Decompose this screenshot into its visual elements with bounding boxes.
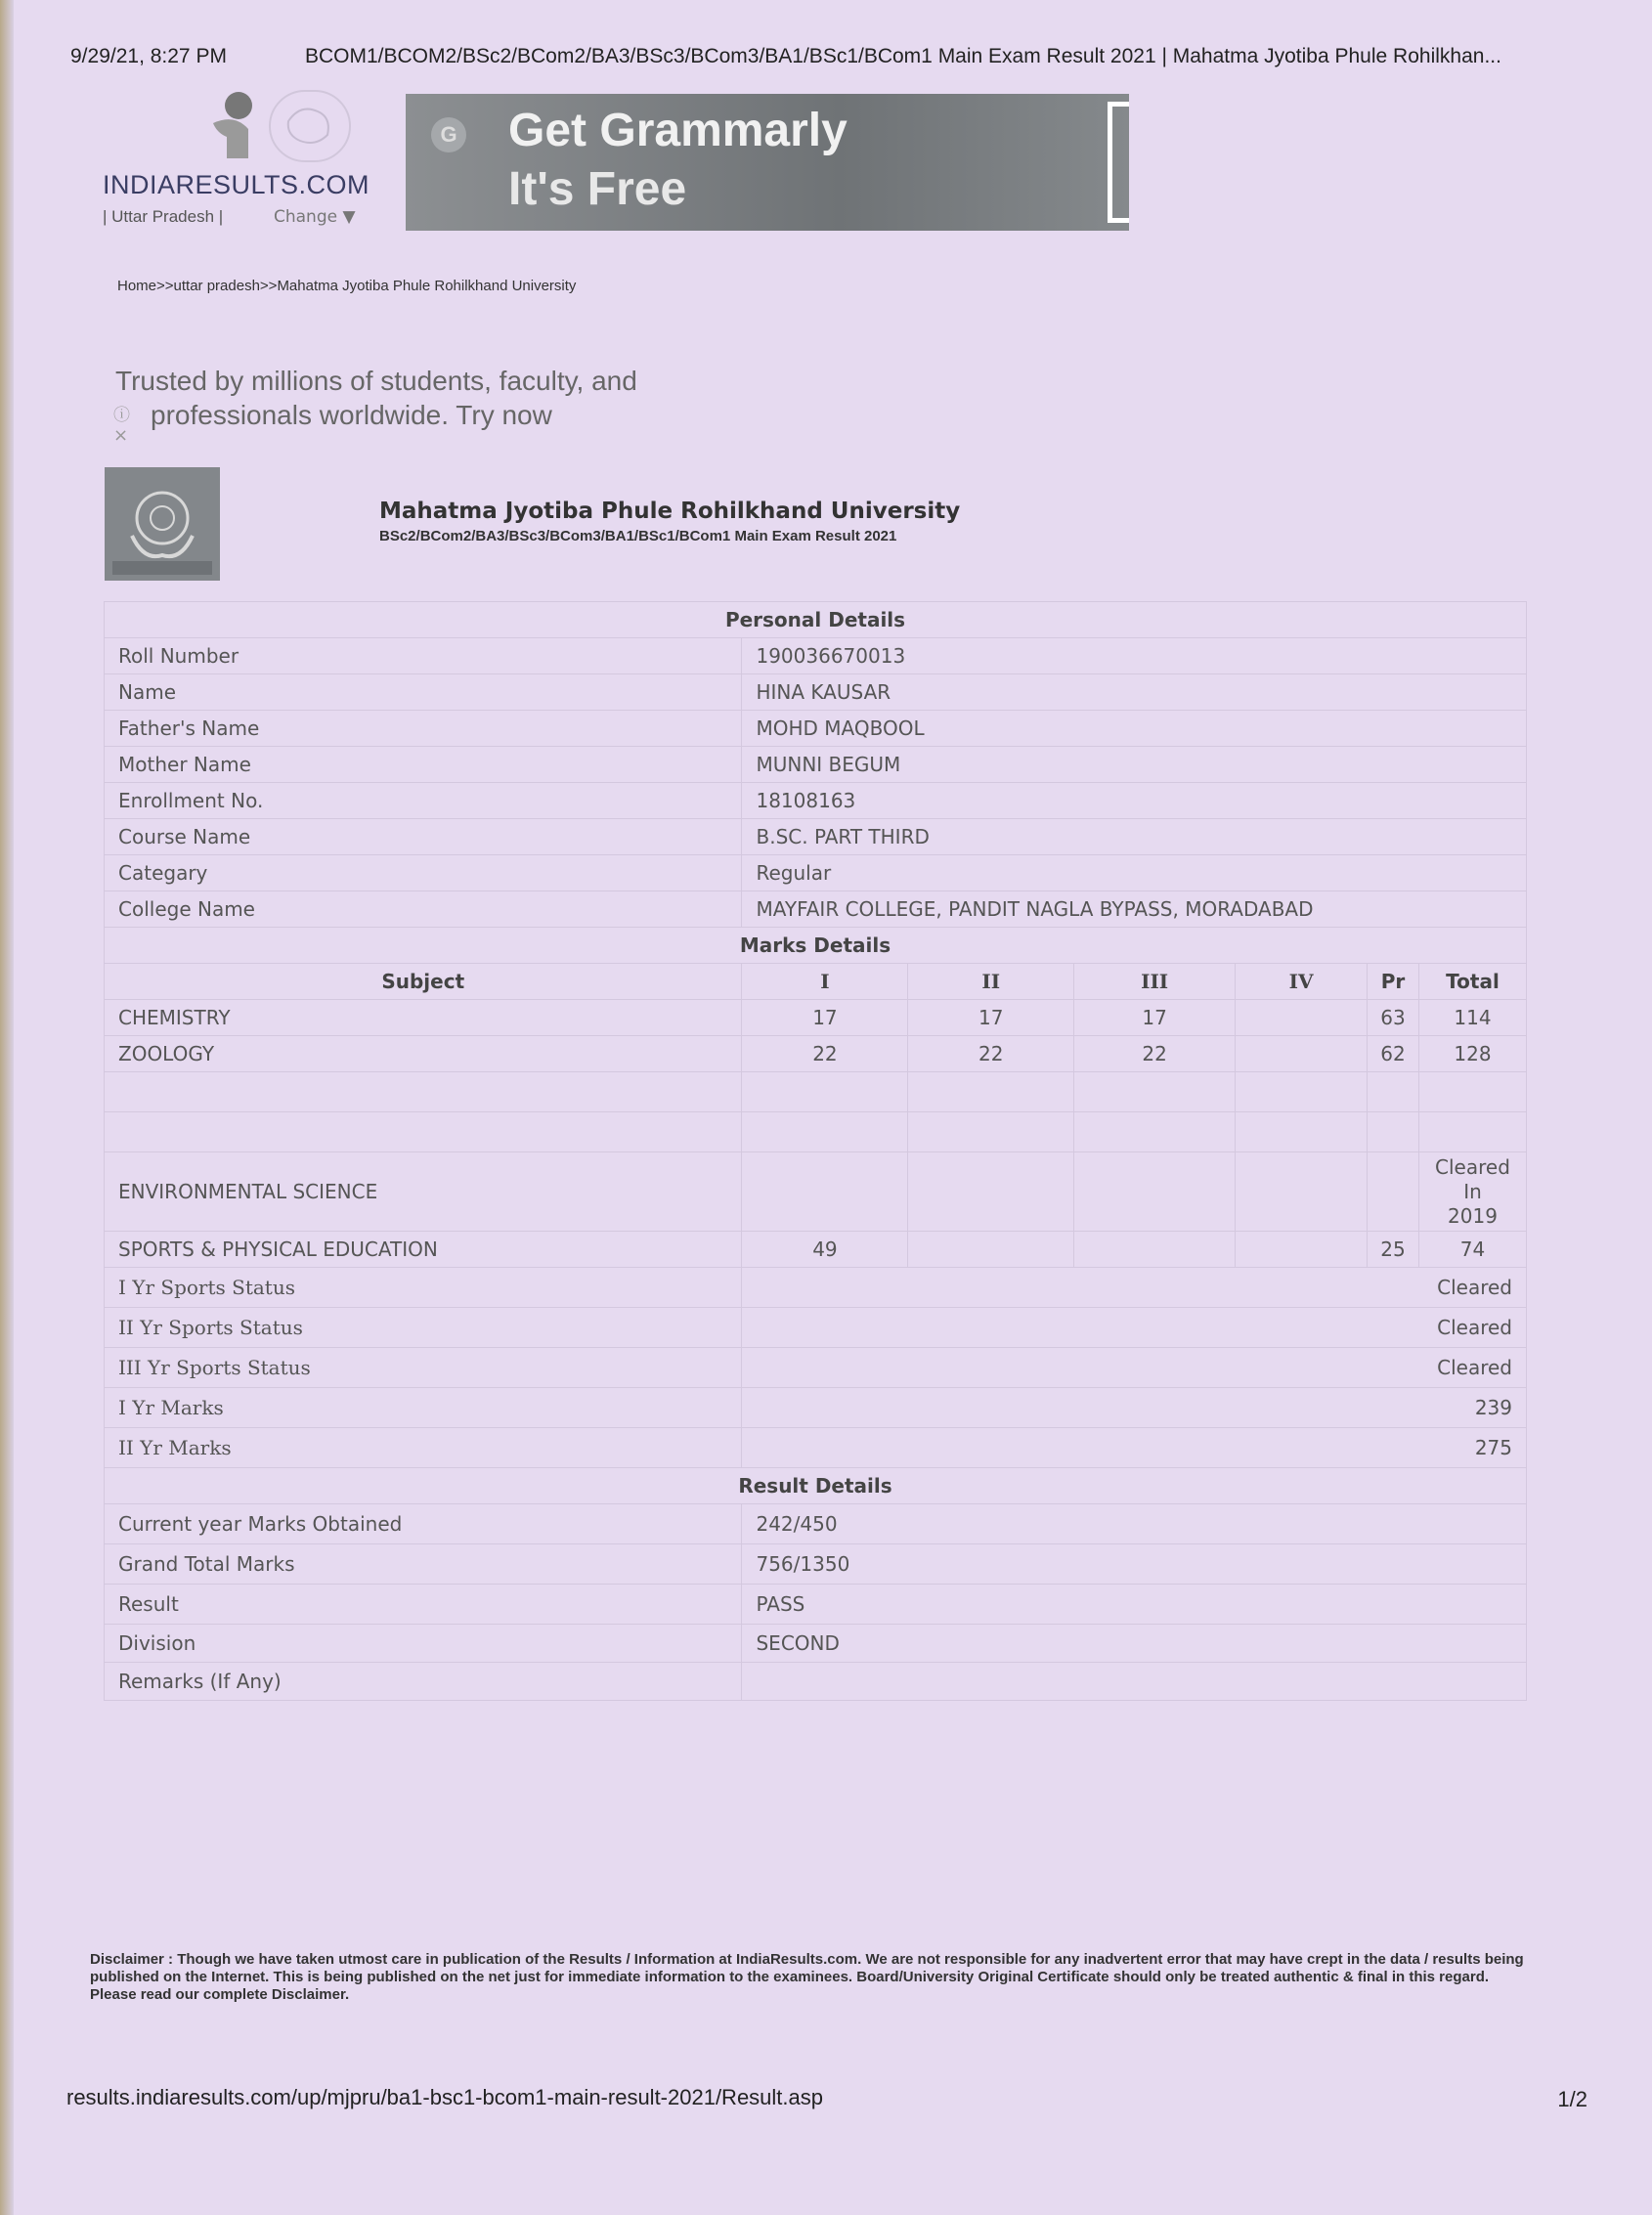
col-total: Total xyxy=(1418,964,1526,1000)
field-value: MUNNI BEGUM xyxy=(742,747,1527,783)
page-number: 1/2 xyxy=(1557,2087,1587,2111)
mark-paper-3: 22 xyxy=(1074,1036,1236,1072)
field-label: II Yr Marks xyxy=(105,1428,742,1468)
table-row xyxy=(105,1388,1527,1428)
field-value: PASS xyxy=(742,1585,1527,1625)
field-label: Mother Name xyxy=(105,747,742,783)
table-row xyxy=(105,1268,1527,1308)
marks-details-section xyxy=(105,928,1527,1468)
field-value: 190036670013 xyxy=(742,638,1527,674)
personal-details-section xyxy=(105,602,1527,928)
change-state-link[interactable]: Change ▼ xyxy=(274,207,356,227)
table-row xyxy=(105,1308,1527,1348)
col-paper-4: IV xyxy=(1236,964,1368,1000)
field-label: Division xyxy=(105,1625,742,1663)
field-label: Roll Number xyxy=(105,638,742,674)
field-label: Grand Total Marks xyxy=(105,1544,742,1585)
subject-name: ENVIRONMENTAL SCIENCE xyxy=(105,1152,742,1232)
mark-paper-2: 22 xyxy=(908,1036,1074,1072)
table-row xyxy=(105,638,1527,674)
ad-subheadline: It's Free xyxy=(508,163,687,215)
text-ad-line-1: Trusted by millions of students, faculty, and xyxy=(115,366,637,396)
ad-headline: Get Grammarly xyxy=(508,105,848,156)
university-seal-icon xyxy=(105,467,220,581)
col-subject: Subject xyxy=(105,964,742,1000)
field-label: College Name xyxy=(105,891,742,928)
field-value: Regular xyxy=(742,855,1527,891)
subject-row xyxy=(105,1036,1527,1072)
field-value: 756/1350 xyxy=(742,1544,1527,1585)
result-details-section xyxy=(105,1468,1527,1701)
col-paper-3: III xyxy=(1074,964,1236,1000)
table-row xyxy=(105,747,1527,783)
env-science-status xyxy=(1418,1152,1526,1232)
empty-row xyxy=(105,1072,1527,1112)
mark-practical: 63 xyxy=(1367,1000,1418,1036)
col-paper-2: II xyxy=(908,964,1074,1000)
university-name: Mahatma Jyotiba Phule Rohilkhand University xyxy=(379,499,961,524)
text-ad-line-2: professionals worldwide. Try now xyxy=(151,400,552,430)
subject-row xyxy=(105,1000,1527,1036)
marks-header-row xyxy=(105,964,1527,1000)
table-row xyxy=(105,711,1527,747)
logo-text: INDIARESULTS.COM xyxy=(103,170,370,199)
print-header xyxy=(70,45,1593,68)
mark-practical: 62 xyxy=(1367,1036,1418,1072)
field-value: B.SC. PART THIRD xyxy=(742,819,1527,855)
ad-info-icon[interactable]: ⓘ xyxy=(113,406,130,425)
table-row xyxy=(105,1348,1527,1388)
site-logo[interactable] xyxy=(103,90,386,237)
field-label: Remarks (If Any) xyxy=(105,1663,742,1701)
table-row xyxy=(105,1585,1527,1625)
status-text: Cleared xyxy=(1435,1154,1510,1179)
field-label: Father's Name xyxy=(105,711,742,747)
status-text: In xyxy=(1463,1179,1482,1203)
result-table xyxy=(104,601,1527,1701)
field-value xyxy=(742,1663,1527,1701)
scan-page-edge xyxy=(0,0,14,2215)
table-row xyxy=(105,1663,1527,1701)
field-label: I Yr Sports Status xyxy=(105,1268,742,1308)
empty-row xyxy=(105,1112,1527,1152)
field-label: II Yr Sports Status xyxy=(105,1308,742,1348)
mark-paper-4 xyxy=(1236,1036,1368,1072)
table-row xyxy=(105,783,1527,819)
field-value: HINA KAUSAR xyxy=(742,674,1527,711)
field-label: I Yr Marks xyxy=(105,1388,742,1428)
table-row xyxy=(105,1544,1527,1585)
state-label: | Uttar Pradesh | xyxy=(103,207,224,226)
mark-total: 128 xyxy=(1418,1036,1526,1072)
grammarly-icon: G xyxy=(431,117,466,152)
uttar-pradesh-map-icon xyxy=(269,90,351,162)
table-row xyxy=(105,1625,1527,1663)
field-value: 242/450 xyxy=(742,1504,1527,1544)
field-label: Categary xyxy=(105,855,742,891)
footer-url: results.indiaresults.com/up/mjpru/ba1-bsc1-bcom1-main-result-2021/Result.asp xyxy=(66,2085,823,2109)
field-label: Current year Marks Obtained xyxy=(105,1504,742,1544)
exam-title: BSc2/BCom2/BA3/BSc3/BCom3/BA1/BSc1/BCom1 Main Exam Result 2021 xyxy=(379,528,897,544)
field-label: Name xyxy=(105,674,742,711)
field-value: SECOND xyxy=(742,1625,1527,1663)
table-row xyxy=(105,855,1527,891)
field-value: 239 xyxy=(742,1388,1527,1428)
mark-total: 114 xyxy=(1418,1000,1526,1036)
disclaimer: Disclaimer : Though we have taken utmost care in publication of the Results / Information at IndiaResults.com. We are not responsible for any inadvertent error that may have crept in the data / results being published on the Internet. This is being published on the net just for immediate information to the examinees. Board/University Original Certificate should only be treated authentic & final in this regard. Please read our complete Disclaimer. xyxy=(90,1951,1524,2003)
field-value: MOHD MAQBOOL xyxy=(742,711,1527,747)
mark-paper-1: 17 xyxy=(742,1000,908,1036)
table-row xyxy=(105,819,1527,855)
breadcrumb[interactable]: Home>>uttar pradesh>>Mahatma Jyotiba Phule Rohilkhand University xyxy=(117,278,577,294)
mark-practical: 25 xyxy=(1367,1232,1418,1268)
field-value: Cleared xyxy=(742,1308,1527,1348)
ad-bracket-decoration xyxy=(1108,102,1129,223)
text-ad[interactable] xyxy=(115,364,637,432)
field-label: Enrollment No. xyxy=(105,783,742,819)
col-paper-1: I xyxy=(742,964,908,1000)
field-value: 18108163 xyxy=(742,783,1527,819)
field-value: Cleared xyxy=(742,1268,1527,1308)
mark-paper-3: 17 xyxy=(1074,1000,1236,1036)
subject-name: CHEMISTRY xyxy=(105,1000,742,1036)
print-datetime: 9/29/21, 8:27 PM xyxy=(70,45,227,67)
mark-paper-4 xyxy=(1236,1000,1368,1036)
personal-details-heading: Personal Details xyxy=(105,602,1527,638)
field-label: Result xyxy=(105,1585,742,1625)
table-row xyxy=(105,891,1527,928)
ad-banner[interactable] xyxy=(406,94,1129,231)
col-practical: Pr xyxy=(1367,964,1418,1000)
table-row xyxy=(105,1428,1527,1468)
subject-row xyxy=(105,1232,1527,1268)
field-value: Cleared xyxy=(742,1348,1527,1388)
table-row xyxy=(105,1504,1527,1544)
field-label: III Yr Sports Status xyxy=(105,1348,742,1388)
result-details-heading: Result Details xyxy=(105,1468,1527,1504)
table-row xyxy=(105,674,1527,711)
mark-total: 74 xyxy=(1418,1232,1526,1268)
subject-name: SPORTS & PHYSICAL EDUCATION xyxy=(105,1232,742,1268)
subject-row xyxy=(105,1152,1527,1232)
marks-details-heading: Marks Details xyxy=(105,928,1527,964)
subject-name: ZOOLOGY xyxy=(105,1036,742,1072)
print-title: BCOM1/BCOM2/BSc2/BCom2/BA3/BSc3/BCom3/BA1/BSc1/BCom1 Main Exam Result 2021 | Mahatma Jyotiba Phule Rohilkhan... xyxy=(304,45,1501,67)
mark-paper-1: 22 xyxy=(742,1036,908,1072)
field-label: Course Name xyxy=(105,819,742,855)
field-value: 275 xyxy=(742,1428,1527,1468)
mark-paper-1: 49 xyxy=(742,1232,908,1268)
field-value: MAYFAIR COLLEGE, PANDIT NAGLA BYPASS, MORADABAD xyxy=(742,891,1527,928)
ad-close-icon[interactable]: × xyxy=(113,425,129,446)
status-year: 2019 xyxy=(1448,1203,1498,1228)
mark-paper-2: 17 xyxy=(908,1000,1074,1036)
